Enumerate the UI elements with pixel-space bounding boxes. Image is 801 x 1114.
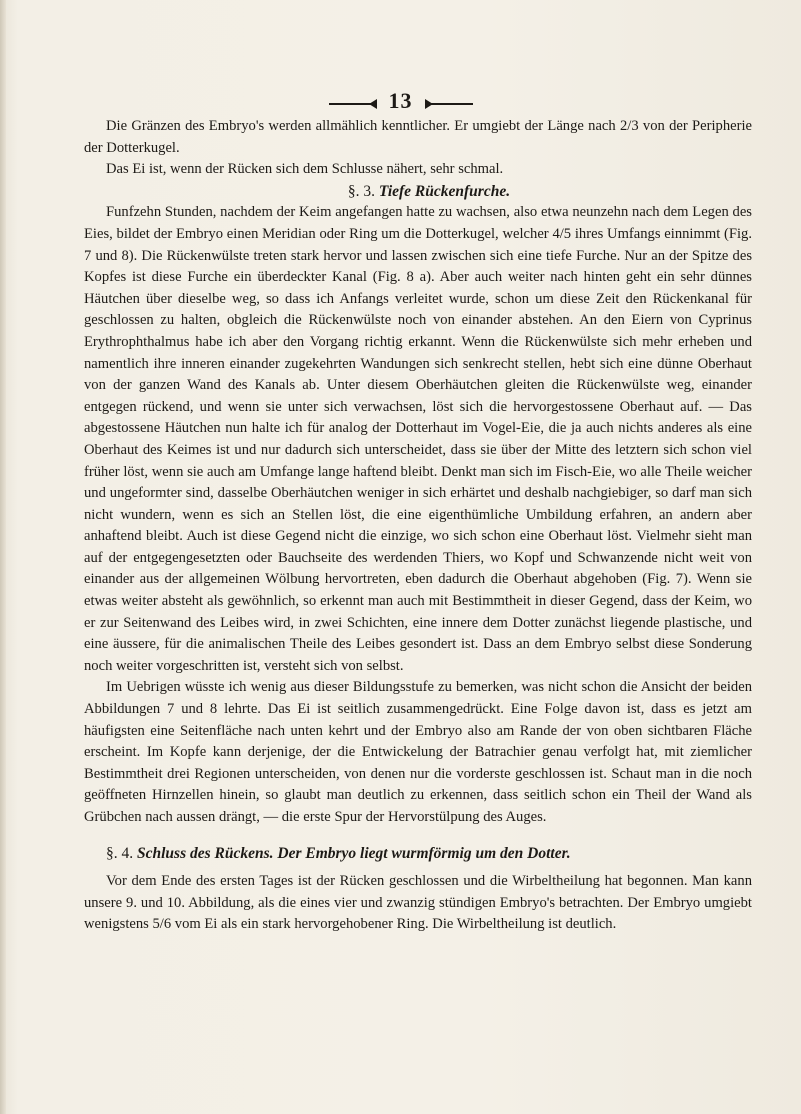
paragraph-2: Das Ei ist, wenn der Rücken sich dem Schlusse nähert, sehr schmal. [106, 161, 504, 178]
body-text [84, 116, 752, 936]
section-4-heading [84, 843, 752, 865]
section-4-number: §. 4. [106, 844, 134, 862]
left-ornament [329, 103, 375, 105]
paragraph-3: Funfzehn Stunden, nachdem der Keim angefangen hatte zu wachsen, also etwa neunzehn nach dem Legen des Eies, bildet der Embryo einen Meridian oder Ring um die Dotterkugel, welcher 4/5 ihres Umfangs einnimmt (Fig. 7 und 8). Die Rückenwülste treten stark hervor und lassen zwischen sich eine tiefe Furche. Nur an der Spitze des Kopfes ist diese Furche ein überdeckter Kanal (Fig. 8 a). Aber auch weiter nach hinten geht ein sehr dünnes Häutchen über dieselbe weg, so dass ich Anfangs verleitet wurde, schon um diese Zeit den Rückenkanal für geschlossen zu halten, obgleich die Rückenwülste noch von einander abstehen. An den Eiern von Cyprinus Erythrophthalmus habe ich aber den Vorgang richtig erkannt. Wenn die Rückenwülste sich mehr erheben und namentlich ihre inneren einander zugekehrten Wandungen sich senkrecht stellen, hebt sich eine dünne Oberhaut von der ganzen Wand des Kanals ab. Unter diesem Oberhäutchen gleiten die Rückenwülste weg, einander entgegen rückend, und wenn sie unter sich verwachsen, löst sich die hervorgestossene Oberhaut auf. — Das abgestossene Häutchen nun halte ich für analog der Dotterhaut im Vogel-Eie, die ja auch nichts anderes als eine Oberhaut des Keimes ist und nur dadurch sich unterscheidet, dass sie über der Mitte des letztern sich schon viel früher löst, wenn sie auch am Umfange lange haftend bleibt. Denkt man sich im Fisch-Eie, wo alle Theile weicher und ungeformter sind, dasselbe Oberhäutchen weniger in sich erhärtet und deshalb nachgiebiger, so darf man sich nicht wundern, wenn es sich an Stellen löst, die eine eigenthümliche Umbildung erfahren, an andern aber anhaftend bleibt. Auch ist diese Gegend nicht die einzige, wo sich schon eine Oberhaut löst. Vielmehr sieht man auf der entgegengesetzten oder Bauchseite des werdenden Thiers, wo Kopf und Schwanzende nicht weit von einander aus der allgemeinen Wölbung hervortreten, eben dadurch die Oberhaut abgehoben (Fig. 7). Wenn sie etwas weiter absteht als gewöhnlich, so erkennt man auch mit Bestimmtheit in dieser Gegend, dass der Keim, wo er zur Seitenwand des Leibes wird, in zwei Schichten, eine innere dem Dotter zunächst liegende plastische, und eine äussere, für die animalischen Theile des Leibes gesondert ist. Dass an dem Embryo selbst diese Sonderung noch weiter vorgeschritten ist, versteht sich von selbst. [84, 204, 752, 674]
section-3-heading [84, 181, 752, 203]
section-3-number: §. 3. [347, 182, 376, 200]
page-binding-edge [0, 0, 6, 1114]
page-number: 13 [388, 88, 413, 113]
paragraph-1: Die Gränzen des Embryo's werden allmählich kenntlicher. Er umgiebt der Länge nach 2/3 von der Peripherie der Dotterkugel. [84, 118, 752, 156]
page-header [0, 88, 801, 114]
paragraph-5: Vor dem Ende des ersten Tages ist der Rücken geschlossen und die Wirbeltheilung hat begonnen. Man kann unsere 9. und 10. Abbildung, als die eines vier und zwanzig stündigen Embryo's betrachten. Der Embryo umgiebt wenigstens 5/6 vom Ei als ein stark hervorgehobener Ring. Die Wirbeltheilung ist deutlich. [84, 873, 752, 933]
right-ornament [427, 103, 473, 105]
paragraph-4: Im Uebrigen wüsste ich wenig aus dieser Bildungsstufe zu bemerken, was nicht schon die Ansicht der beiden Abbildungen 7 und 8 lehrte. Das Ei ist seitlich zusammengedrückt. Eine Folge davon ist, dass es jetzt am häufigsten eine Seitenfläche nach unten kehrt und der Embryo also am Rande der von oben sichtbaren Fläche erscheint. Im Kopfe kann derjenige, der die Entwickelung der Batrachier genau verfolgt hat, mit ziemlicher Bestimmtheit drei Regionen unterscheiden, von denen nur die vorderste geschlossen ist. Schaut man in die noch geöffneten Hirnzellen hinein, so glaubt man deutlich zu erkennen, dass seitlich schon ein Theil der Wand als Grübchen nach aussen drängt, — die erste Spur der Hervorstülpung des Auges. [84, 679, 752, 825]
section-4-title: Schluss des Rückens. Der Embryo liegt wurmförmig um den Dotter. [137, 844, 571, 862]
section-3-title: Tiefe Rückenfurche. [378, 182, 511, 200]
